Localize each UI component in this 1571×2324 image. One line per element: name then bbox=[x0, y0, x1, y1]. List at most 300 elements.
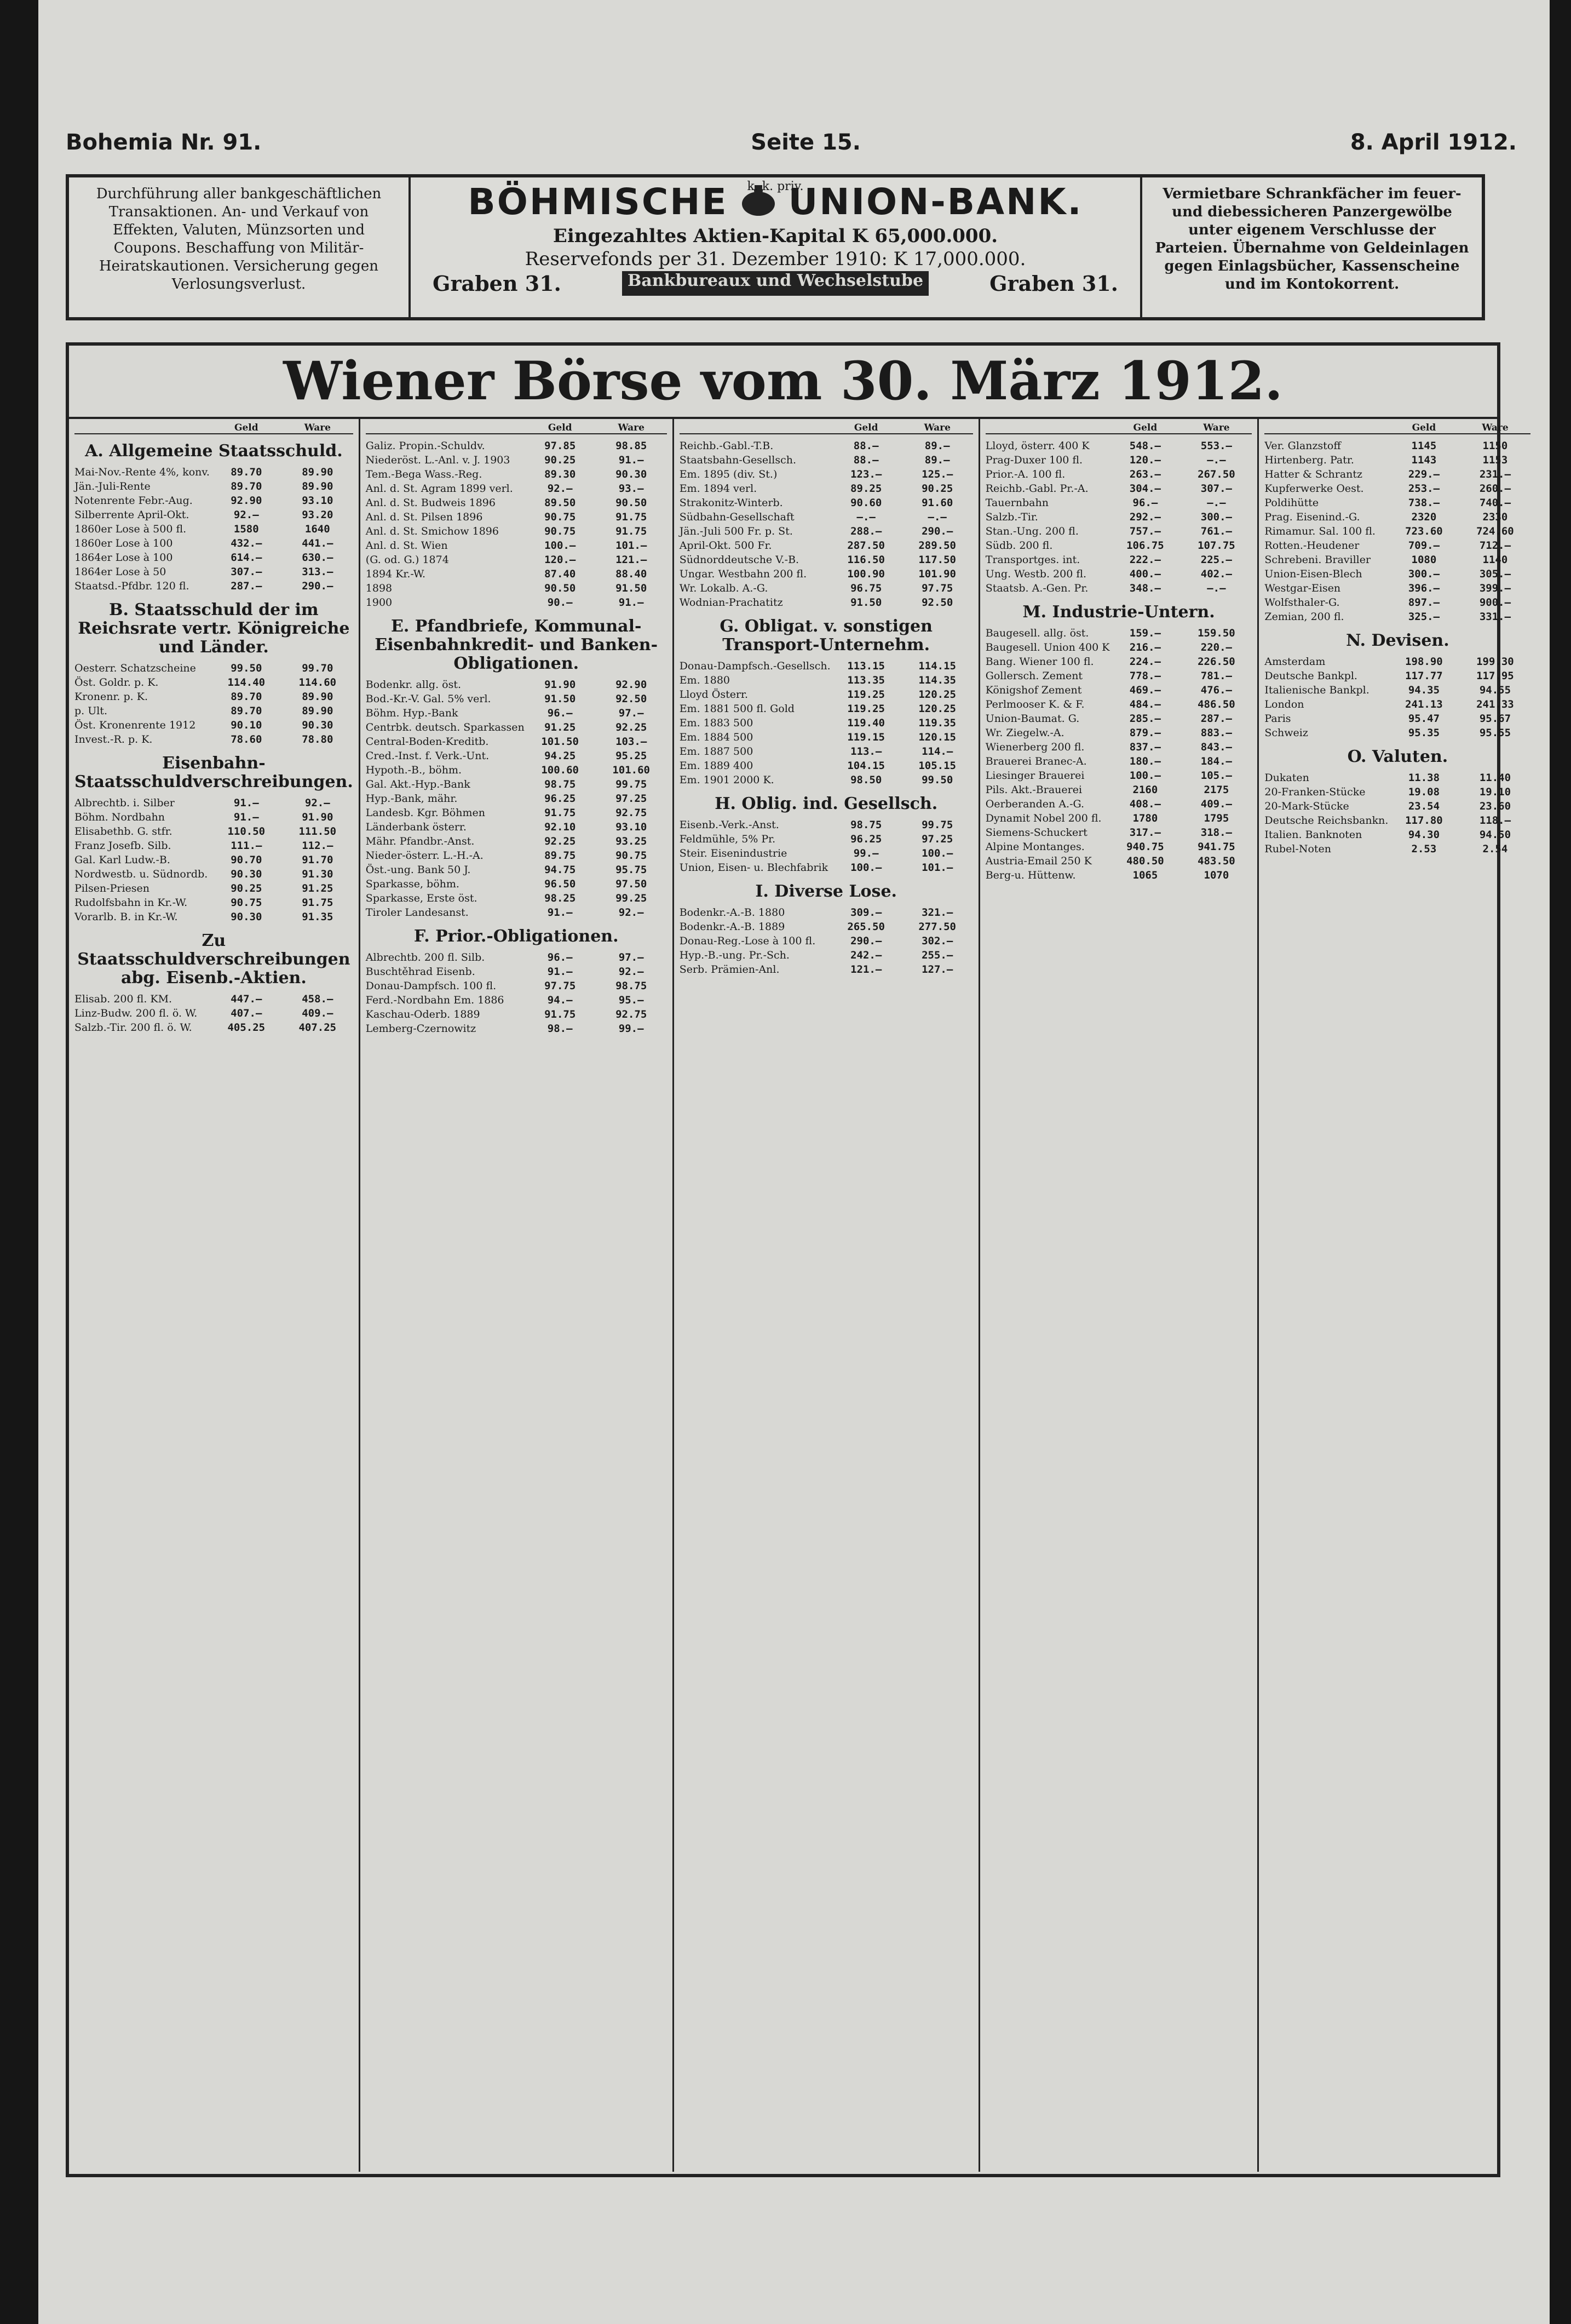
bid-price: 723.60 bbox=[1405, 525, 1443, 537]
bid-price: 90.70 bbox=[231, 854, 262, 866]
security-name: Brauerei Branec-A. bbox=[985, 755, 1087, 767]
bid-price: 120.— bbox=[544, 554, 576, 566]
bid-price: 88.— bbox=[853, 440, 879, 452]
security-name: Italien. Banknoten bbox=[1264, 829, 1362, 841]
quote-row bbox=[1264, 439, 1530, 453]
quote-row bbox=[366, 905, 667, 920]
quote-row bbox=[986, 825, 1252, 840]
bid-price: 96.50 bbox=[544, 878, 576, 890]
bid-price: 113.35 bbox=[847, 674, 885, 686]
ask-price: 318.— bbox=[1200, 827, 1232, 839]
security-name: 1900 bbox=[365, 596, 393, 609]
quote-row bbox=[986, 453, 1252, 467]
bid-price: 263.— bbox=[1129, 468, 1161, 480]
ask-price: 99.50 bbox=[922, 774, 953, 786]
security-name: Em. 1880 bbox=[679, 674, 730, 686]
bid-price: 92.10 bbox=[544, 821, 576, 833]
security-name: 20-Franken-Stücke bbox=[1264, 786, 1366, 798]
bid-price: 98.75 bbox=[850, 819, 882, 831]
bid-price: 91.75 bbox=[544, 807, 576, 819]
quote-row bbox=[74, 536, 353, 550]
bid-price: 117.77 bbox=[1405, 670, 1443, 682]
column-header bbox=[680, 422, 973, 434]
quote-row bbox=[1264, 771, 1530, 785]
security-name: Elisabethb. G. stfr. bbox=[74, 825, 172, 837]
security-name: Poldihütte bbox=[1264, 497, 1319, 509]
column-3 bbox=[674, 419, 980, 2172]
security-name: Em. 1887 500 bbox=[679, 745, 753, 758]
security-name: Hatter & Schrantz bbox=[1264, 468, 1363, 480]
quote-row bbox=[680, 567, 973, 581]
ask-price: 91.90 bbox=[302, 811, 333, 823]
bid-price: 285.— bbox=[1129, 713, 1161, 725]
security-name: Alpine Montanges. bbox=[985, 841, 1085, 853]
quote-row bbox=[74, 479, 353, 494]
security-name: Königshof Zement bbox=[985, 684, 1082, 696]
quote-row bbox=[74, 550, 353, 565]
bid-price: 94.25 bbox=[544, 750, 576, 762]
quote-row bbox=[366, 595, 667, 610]
quote-row bbox=[366, 453, 667, 467]
ask-price: 97.— bbox=[618, 707, 644, 719]
ask-price: —.— bbox=[1207, 454, 1226, 466]
ask-price: 88.40 bbox=[615, 568, 647, 580]
ask-price: 11.40 bbox=[1479, 772, 1511, 784]
quote-row bbox=[74, 824, 353, 839]
quote-row bbox=[1264, 813, 1530, 828]
security-name: Lemberg-Czernowitz bbox=[365, 1023, 476, 1035]
ask-price: 476.— bbox=[1200, 684, 1232, 696]
security-name: Hirtenberg. Patr. bbox=[1264, 454, 1354, 466]
bid-price: 90.75 bbox=[231, 897, 262, 909]
bid-price: 91.90 bbox=[544, 679, 576, 691]
ask-price: 287.— bbox=[1200, 713, 1232, 725]
security-name: Landesb. Kgr. Böhmen bbox=[365, 807, 485, 819]
ask-price: 91.50 bbox=[615, 582, 647, 594]
quote-row bbox=[366, 678, 667, 692]
security-name: 1898 bbox=[365, 582, 393, 594]
security-name: Em. 1901 2000 K. bbox=[679, 774, 774, 786]
quote-columns bbox=[69, 419, 1514, 2172]
bid-price: 90.30 bbox=[231, 868, 262, 880]
bid-price: 198.90 bbox=[1405, 656, 1443, 668]
ask-price: 92.50 bbox=[615, 693, 647, 705]
bid-price: 90.30 bbox=[231, 911, 262, 923]
security-name: Silberrente April-Okt. bbox=[74, 509, 189, 521]
security-name: Invest.-R. p. K. bbox=[74, 733, 153, 745]
security-name: Elisab. 200 fl. KM. bbox=[74, 993, 172, 1005]
bid-price: 116.50 bbox=[847, 554, 885, 566]
section-heading: Zu Staatsschuldverschreibungen abg. Eisenb.-Aktien. bbox=[77, 931, 350, 988]
security-name: Em. 1895 (div. St.) bbox=[679, 468, 778, 480]
ask-price: 95.67 bbox=[1479, 713, 1511, 725]
quote-row bbox=[986, 768, 1252, 783]
security-name: Perlmooser K. & F. bbox=[985, 698, 1085, 710]
quote-row bbox=[986, 510, 1252, 524]
quote-row bbox=[986, 640, 1252, 655]
geld-header: Geld bbox=[1412, 422, 1436, 433]
quote-row bbox=[74, 732, 353, 747]
bid-price: 100.— bbox=[850, 862, 882, 874]
quote-row bbox=[1264, 711, 1530, 726]
bid-price: 317.— bbox=[1129, 827, 1161, 839]
quote-row bbox=[986, 553, 1252, 567]
bid-price: 94.— bbox=[547, 994, 573, 1006]
bid-price: 95.47 bbox=[1408, 713, 1440, 725]
page-header bbox=[66, 120, 1517, 164]
security-name: Lloyd, österr. 400 K bbox=[985, 440, 1090, 452]
ask-price: 103.— bbox=[615, 736, 647, 748]
quote-row bbox=[366, 993, 667, 1007]
ad-address-mid: Bankbureaux und Wechselstube bbox=[622, 271, 929, 296]
bid-price: 96.75 bbox=[850, 582, 882, 594]
section-heading: N. Devisen. bbox=[1346, 631, 1449, 650]
quote-row bbox=[366, 877, 667, 891]
security-name: Paris bbox=[1264, 713, 1291, 725]
security-name: Wienerberg 200 fl. bbox=[985, 741, 1085, 753]
quote-row bbox=[366, 439, 667, 453]
bid-price: 91.50 bbox=[850, 596, 882, 609]
security-name: Albrechtb. 200 fl. Silb. bbox=[365, 951, 485, 963]
quote-row bbox=[680, 581, 973, 595]
ask-price: 92.90 bbox=[615, 679, 647, 691]
column-header bbox=[986, 422, 1252, 434]
ask-price: 98.75 bbox=[615, 980, 647, 992]
bid-price: 98.25 bbox=[544, 892, 576, 904]
bid-price: 2320 bbox=[1411, 511, 1437, 523]
bid-price: 117.80 bbox=[1405, 814, 1443, 827]
security-name: Wr. Lokalb. A.-G. bbox=[679, 582, 768, 594]
ask-price: 95.55 bbox=[1479, 727, 1511, 739]
quote-row bbox=[366, 735, 667, 749]
quote-row bbox=[1264, 785, 1530, 799]
ask-price: 92.— bbox=[304, 797, 330, 809]
quote-row bbox=[366, 567, 667, 581]
ask-price: 225.— bbox=[1200, 554, 1232, 566]
bid-price: 940.75 bbox=[1126, 841, 1164, 853]
quote-row bbox=[680, 920, 973, 934]
quote-row bbox=[366, 692, 667, 706]
bid-price: 98.— bbox=[547, 1023, 573, 1035]
quote-row bbox=[986, 754, 1252, 768]
ask-price: 97.25 bbox=[615, 793, 647, 805]
bid-price: 287.50 bbox=[847, 540, 885, 552]
ask-price: 93.20 bbox=[302, 509, 333, 521]
security-name: Kronenr. p. K. bbox=[74, 691, 148, 703]
security-name: Feldmühle, 5% Pr. bbox=[679, 833, 776, 845]
security-name: Ferd.-Nordbahn Em. 1886 bbox=[365, 994, 504, 1006]
bid-price: 400.— bbox=[1129, 568, 1161, 580]
quote-row bbox=[366, 706, 667, 720]
ask-price: 231.— bbox=[1479, 468, 1511, 480]
bid-price: 290.— bbox=[850, 935, 882, 947]
bid-price: 90.25 bbox=[544, 454, 576, 466]
bid-price: 87.40 bbox=[544, 568, 576, 580]
bid-price: 23.54 bbox=[1408, 800, 1440, 812]
bid-price: 408.— bbox=[1129, 798, 1161, 810]
security-name: Union-Baumat. G. bbox=[985, 713, 1080, 725]
bid-price: 1080 bbox=[1411, 554, 1437, 566]
security-name: Donau-Dampfsch.-Gesellsch. bbox=[679, 660, 831, 672]
ask-price: 89.90 bbox=[302, 480, 333, 492]
ask-price: 184.— bbox=[1200, 755, 1232, 767]
security-name: Hyp.-Bank, mähr. bbox=[365, 793, 458, 805]
ware-header: Ware bbox=[1203, 422, 1230, 433]
security-name: Gal. Akt.-Hyp.-Bank bbox=[365, 778, 470, 790]
bid-price: 120.— bbox=[1129, 454, 1161, 466]
ask-price: 117.50 bbox=[918, 554, 956, 566]
quote-row bbox=[986, 840, 1252, 854]
ask-price: 553.— bbox=[1200, 440, 1232, 452]
security-name: Sparkasse, Erste öst. bbox=[365, 892, 477, 904]
quote-row bbox=[366, 581, 667, 595]
quote-row bbox=[680, 453, 973, 467]
bid-price: 92.— bbox=[233, 509, 259, 521]
quote-row bbox=[74, 565, 353, 579]
bid-price: 95.35 bbox=[1408, 727, 1440, 739]
security-name: Hypoth.-B., böhm. bbox=[365, 764, 462, 776]
ask-price: 1150 bbox=[1482, 440, 1508, 452]
quote-row bbox=[680, 759, 973, 773]
quote-row bbox=[680, 744, 973, 759]
quote-row bbox=[366, 863, 667, 877]
quote-row bbox=[986, 854, 1252, 868]
bid-price: 265.50 bbox=[847, 921, 885, 933]
ask-price: 111.50 bbox=[298, 825, 337, 837]
security-name: Union, Eisen- u. Blechfabrik bbox=[679, 862, 828, 874]
ask-price: 120.25 bbox=[918, 703, 956, 715]
bid-price: 778.— bbox=[1129, 670, 1161, 682]
bid-price: 1580 bbox=[233, 523, 259, 535]
quote-row bbox=[74, 465, 353, 479]
ad-safe-deposit-text: Vermietbare Schrankfächer im feuer- und diebessicheren Panzergewölbe unter eigenem Verschlusse der Parteien. Übernahme von Geldeinlagen gegen Einlagsbücher, Kassenscheine und im Kontokorrent. bbox=[1155, 186, 1469, 292]
bid-price: 99.50 bbox=[231, 662, 262, 674]
ask-price: 105.15 bbox=[918, 760, 956, 772]
ask-price: 99.75 bbox=[615, 778, 647, 790]
ask-price: 89.— bbox=[924, 440, 950, 452]
bid-price: 111.— bbox=[231, 840, 262, 852]
bid-price: 104.15 bbox=[847, 760, 885, 772]
quote-row bbox=[986, 524, 1252, 538]
security-name: Anl. d. St. Pilsen 1896 bbox=[365, 511, 483, 523]
security-name: Notenrente Febr.-Aug. bbox=[74, 495, 193, 507]
ask-price: 91.35 bbox=[302, 911, 333, 923]
quote-row bbox=[680, 962, 973, 977]
ask-price: 91.75 bbox=[615, 525, 647, 537]
bid-price: 90.50 bbox=[544, 582, 576, 594]
quote-row bbox=[680, 846, 973, 860]
ask-price: 267.50 bbox=[1198, 468, 1235, 480]
security-name: Prag-Duxer 100 fl. bbox=[985, 454, 1083, 466]
ask-price: 95.25 bbox=[615, 750, 647, 762]
ask-price: 125.— bbox=[922, 468, 953, 480]
quote-row bbox=[1264, 553, 1530, 567]
bid-price: 92.90 bbox=[231, 495, 262, 507]
quote-row bbox=[366, 1007, 667, 1022]
ask-price: 89.90 bbox=[302, 466, 333, 478]
bid-price: 288.— bbox=[850, 525, 882, 537]
quote-row bbox=[74, 494, 353, 508]
section-heading: G. Obligat. v. sonstigen Transport-Unternehm. bbox=[720, 617, 933, 655]
bid-price: 119.25 bbox=[847, 688, 885, 701]
quote-row bbox=[1264, 496, 1530, 510]
quote-row bbox=[680, 818, 973, 832]
bid-price: 96.— bbox=[547, 951, 573, 963]
ask-price: 120.25 bbox=[918, 688, 956, 701]
quote-row bbox=[1264, 453, 1530, 467]
security-name: Em. 1881 500 fl. Gold bbox=[679, 703, 795, 715]
issue-date: 8. April 1912. bbox=[1350, 130, 1517, 155]
quote-row bbox=[986, 726, 1252, 740]
section-heading: B. Staatsschuld der im Reichsrate vertr. Königreiche und Länder. bbox=[78, 600, 350, 657]
security-name: Salzb.-Tir. bbox=[985, 511, 1038, 523]
bid-price: 287.— bbox=[231, 580, 262, 592]
bid-price: 304.— bbox=[1129, 483, 1161, 495]
bid-price: 180.— bbox=[1129, 755, 1161, 767]
quote-row bbox=[1264, 799, 1530, 813]
security-name: Südb. 200 fl. bbox=[985, 540, 1053, 552]
security-name: Oesterr. Schatzscheine bbox=[74, 662, 196, 674]
security-name: Öst.-ung. Bank 50 J. bbox=[365, 864, 471, 876]
ask-price: 90.50 bbox=[615, 497, 647, 509]
quote-row bbox=[1264, 524, 1530, 538]
quote-row bbox=[366, 806, 667, 820]
ask-price: 441.— bbox=[302, 537, 333, 549]
quote-row bbox=[1264, 467, 1530, 481]
quote-row bbox=[680, 673, 973, 687]
security-name: Steir. Eisenindustrie bbox=[679, 847, 787, 859]
quote-row bbox=[986, 538, 1252, 553]
section-heading: Eisenbahn-Staatsschuldverschreibungen. bbox=[74, 754, 353, 791]
ask-price: 313.— bbox=[302, 566, 333, 578]
quote-row bbox=[986, 697, 1252, 711]
ask-price: 843.— bbox=[1200, 741, 1232, 753]
bid-price: 1065 bbox=[1132, 869, 1158, 881]
ad-address-row bbox=[411, 271, 1140, 296]
security-name: Prior.-A. 100 fl. bbox=[985, 468, 1066, 480]
bid-price: 89.70 bbox=[231, 705, 262, 717]
bid-price: 480.50 bbox=[1126, 855, 1164, 867]
security-name: Anl. d. St. Smichow 1896 bbox=[365, 525, 499, 537]
ask-price: 91.60 bbox=[922, 497, 953, 509]
quote-row bbox=[1264, 828, 1530, 842]
bid-price: 98.50 bbox=[850, 774, 882, 786]
ask-price: 1640 bbox=[304, 523, 330, 535]
quote-row bbox=[680, 439, 973, 453]
bid-price: 90.75 bbox=[544, 525, 576, 537]
ask-price: 91.70 bbox=[302, 854, 333, 866]
quote-row bbox=[680, 860, 973, 875]
quote-row bbox=[986, 797, 1252, 811]
security-name: Öst. Goldr. p. K. bbox=[74, 676, 159, 688]
quote-row bbox=[680, 659, 973, 673]
ask-price: 199.30 bbox=[1476, 656, 1514, 668]
security-name: Central-Boden-Kreditb. bbox=[365, 736, 489, 748]
bid-price: 484.— bbox=[1129, 698, 1161, 710]
quote-row bbox=[74, 690, 353, 704]
ask-price: 98.85 bbox=[615, 440, 647, 452]
newspaper-page bbox=[38, 0, 1550, 2324]
quote-row bbox=[74, 704, 353, 718]
ask-price: 307.— bbox=[1200, 483, 1232, 495]
quote-row bbox=[74, 992, 353, 1006]
bid-price: 709.— bbox=[1408, 540, 1440, 552]
ask-price: 114.15 bbox=[918, 660, 956, 672]
quote-row bbox=[366, 553, 667, 567]
ask-price: 483.50 bbox=[1198, 855, 1235, 867]
security-name: Albrechtb. i. Silber bbox=[74, 797, 175, 809]
section-heading: H. Oblig. ind. Gesellsch. bbox=[715, 794, 938, 813]
security-name: Em. 1884 500 bbox=[679, 731, 753, 743]
security-name: Vorarlb. B. in Kr.-W. bbox=[74, 911, 178, 923]
column-1 bbox=[69, 419, 360, 2172]
quote-row bbox=[986, 481, 1252, 496]
bid-price: 90.25 bbox=[231, 882, 262, 894]
ask-price: 89.— bbox=[924, 454, 950, 466]
ask-price: 91.75 bbox=[615, 511, 647, 523]
security-name: 1860er Lose à 100 bbox=[74, 537, 173, 549]
security-name: Buschtěhrad Eisenb. bbox=[365, 966, 475, 978]
quote-row bbox=[680, 716, 973, 730]
ask-price: —.— bbox=[928, 511, 947, 523]
bid-price: 121.— bbox=[850, 963, 882, 975]
security-name: Deutsche Bankpl. bbox=[1264, 670, 1357, 682]
security-name: Staatsbahn-Gesellsch. bbox=[679, 454, 797, 466]
ask-price: 93.25 bbox=[615, 835, 647, 847]
ask-price: 97.25 bbox=[922, 833, 953, 845]
quote-row bbox=[366, 965, 667, 979]
ware-header: Ware bbox=[304, 422, 331, 433]
quote-row bbox=[680, 595, 973, 610]
quote-row bbox=[986, 655, 1252, 669]
security-name: Bod.-Kr.-V. Gal. 5% verl. bbox=[365, 693, 491, 705]
ask-price: 399.— bbox=[1479, 582, 1511, 594]
ask-price: 712.— bbox=[1479, 540, 1511, 552]
ask-price: 300.— bbox=[1200, 511, 1232, 523]
quote-row bbox=[366, 820, 667, 834]
bid-price: 469.— bbox=[1129, 684, 1161, 696]
bid-price: 90.60 bbox=[850, 497, 882, 509]
quote-row bbox=[1264, 655, 1530, 669]
ask-price: 255.— bbox=[922, 949, 953, 961]
security-name: Bodenkr.-A.-B. 1880 bbox=[679, 906, 785, 919]
quote-row bbox=[1264, 581, 1530, 595]
ad-bank-block bbox=[408, 177, 1142, 317]
ask-price: 95.75 bbox=[615, 864, 647, 876]
section-heading: E. Pfandbriefe, Kommunal-Eisenbahnkredit- und Banken-Obligationen. bbox=[375, 617, 658, 673]
security-name: Stan.-Ung. 200 fl. bbox=[985, 525, 1079, 537]
quote-row bbox=[74, 910, 353, 924]
security-name: Cred.-Inst. f. Verk.-Unt. bbox=[365, 750, 490, 762]
quote-row bbox=[986, 669, 1252, 683]
geld-header: Geld bbox=[548, 422, 572, 433]
quote-row bbox=[74, 1006, 353, 1020]
ask-price: 89.90 bbox=[302, 691, 333, 703]
quote-row bbox=[986, 740, 1252, 754]
bid-price: 89.30 bbox=[544, 468, 576, 480]
ask-price: 409.— bbox=[302, 1007, 333, 1019]
security-name: Baugesell. allg. öst. bbox=[985, 627, 1089, 639]
bid-price: 90.10 bbox=[231, 719, 262, 731]
ask-price: 1153 bbox=[1482, 454, 1508, 466]
bid-price: 91.50 bbox=[544, 693, 576, 705]
bid-price: 300.— bbox=[1408, 568, 1440, 580]
quote-row bbox=[680, 730, 973, 744]
security-name: Strakonitz-Winterb. bbox=[679, 497, 783, 509]
security-name: Staatsb. A.-Gen. Pr. bbox=[985, 582, 1089, 594]
bid-price: 100.— bbox=[1129, 770, 1161, 782]
security-name: Pilsen-Priesen bbox=[74, 882, 150, 894]
